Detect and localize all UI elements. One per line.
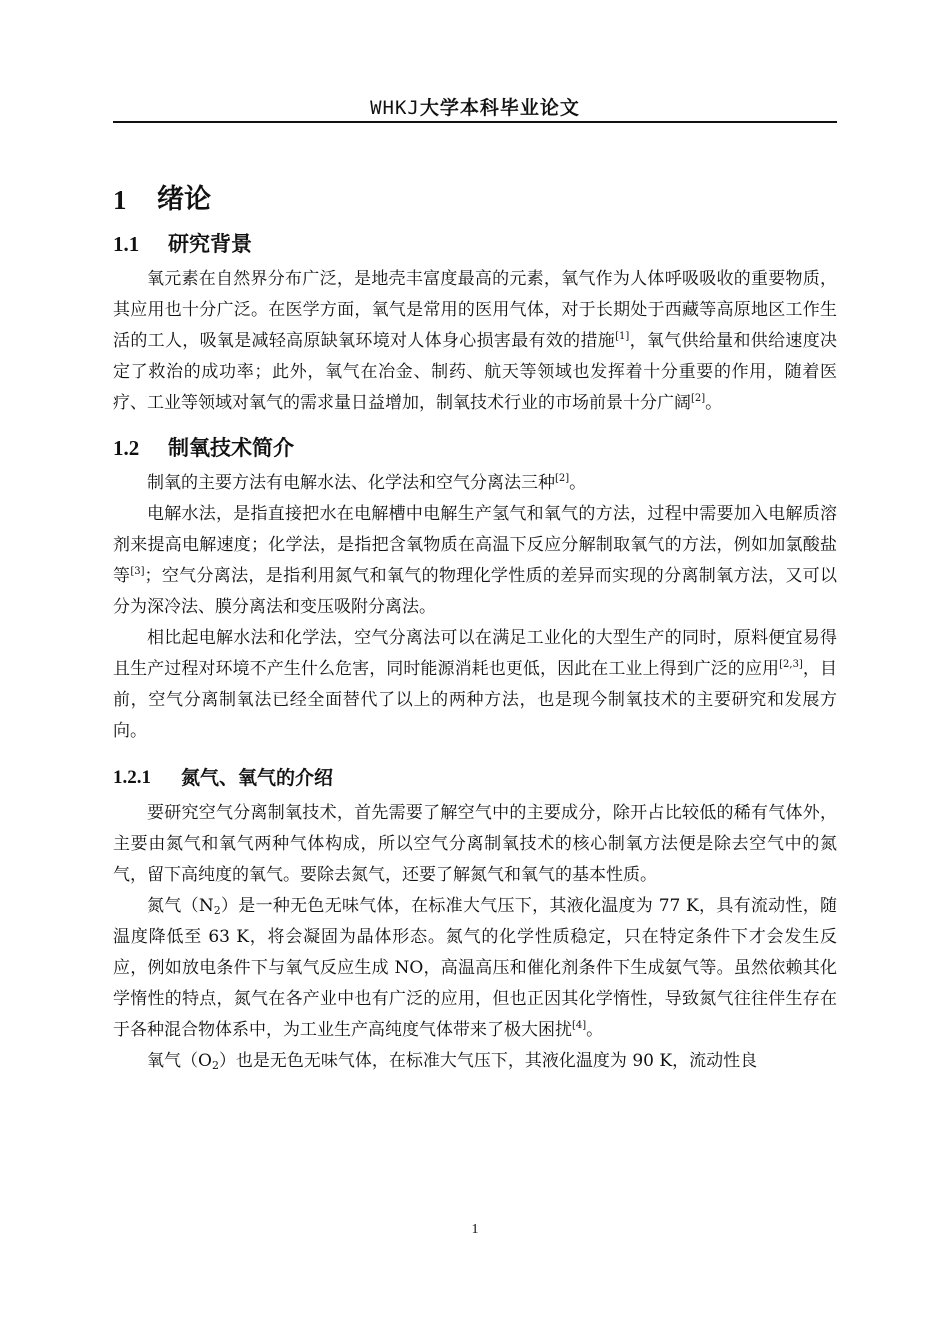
subsection-heading-1-2-1: [113, 758, 837, 798]
section-title: 研究背景: [168, 232, 252, 256]
section-heading-1-2: [113, 428, 837, 468]
paragraph-text: ）也是无色无味气体，在标准大气压下，其液化温度为 90 K，流动性良: [218, 1051, 758, 1071]
section-heading-1-1: [113, 224, 837, 264]
paragraph-text: ，氧气供给量和供给速度决定了救治的成功率；此外，氧气在冶金、制药、航天等领域也发挥着十分重要的作用，随着医疗、工业等领域对氧气的需求量日益增加，制氧技术行业的市场前景十分广阔: [113, 331, 838, 413]
paragraph-text: ，目前，空气分离制氧法已经全面替代了以上的两种方法，也是现今制氧技术的主要研究和发展方向。: [113, 659, 838, 741]
paragraph-text: 电解水法，是指直接把水在电解槽中电解生产氢气和氧气的方法，过程中需要加入电解质溶剂来提高电解速度；化学法，是指把含氧物质在高温下反应分解制取氧气的方法，例如加氯酸盐等: [113, 504, 837, 586]
subsection-number: 1.2.1: [113, 767, 151, 788]
subscript: 2: [213, 904, 221, 917]
citation: [1]: [615, 331, 630, 342]
chapter-number: 1: [113, 185, 127, 215]
paragraph-text: 制氧的主要方法有电解水法、化学法和空气分离法三种: [147, 473, 555, 493]
paragraph-text: 氧气（O: [147, 1051, 212, 1071]
chapter-title: 绪论: [157, 184, 211, 215]
paragraph-text: 相比起电解水法和化学法，空气分离法可以在满足工业化的大型生产的同时，原料便宜易得且生产过程对环境不产生什么危害，同时能源消耗也更低，因此在工业上得到广泛的应用: [113, 628, 837, 679]
paragraph-air-separation: [113, 623, 837, 747]
page-number: 1: [471, 1222, 479, 1237]
citation: [2,3]: [779, 659, 803, 670]
page-body: [113, 176, 837, 1077]
paragraph-text: ）是一种无色无味气体，在标准大气压下，其液化温度为 77 K，具有流动性，随温度降低至 63 K，将会凝固为晶体形态。氮气的化学性质稳定，只在特定条件下才会发生反应，例如放电条件下与氧气反应生成 NO，高温高压和催化剂条件下生成氨气等。虽然依赖其化学惰性的特点，氮气在各产业中也有广泛的应用，但也正因其化学惰性，导致氮气往往伴生存在于各种混合物体系中，为工业生产高纯度气体带来了极大困扰: [113, 896, 838, 1040]
header-title: 大学本科毕业论文: [419, 97, 580, 119]
header-school-code: WHKJ: [370, 97, 420, 119]
paragraph-text: ；空气分离法，是指利用氮气和氧气的物理化学性质的差异而实现的分离制氧方法，又可以分为深冷法、膜分离法和变压吸附分离法。: [113, 566, 838, 617]
section-number: 1.1: [113, 232, 140, 256]
subsection-title: 氮气、氧气的介绍: [181, 767, 334, 789]
citation: [2]: [691, 393, 706, 404]
paragraph-text: 。: [705, 393, 723, 413]
paragraph-methods-intro: [113, 468, 837, 499]
chapter-heading: [113, 176, 837, 224]
paragraph-text: 氮气（N: [147, 896, 214, 916]
paragraph-text: 。: [586, 1020, 604, 1040]
citation: [4]: [572, 1020, 587, 1031]
paragraph-text: 氧元素在自然界分布广泛，是地壳丰富度最高的元素，氧气作为人体呼吸吸收的重要物质，其应用也十分广泛。在医学方面，氧气是常用的医用气体，对于长期处于西藏等高原地区工作生活的工人，吸氧是减轻高原缺氧环境对人体身心损害最有效的措施: [113, 269, 837, 351]
paragraph-methods-detail: [113, 499, 837, 623]
citation: [2]: [555, 473, 570, 484]
header-rule: [113, 121, 837, 123]
running-header: [113, 93, 837, 120]
section-title: 制氧技术简介: [168, 436, 294, 460]
paragraph-text: 。: [569, 473, 587, 493]
subscript: 2: [211, 1059, 219, 1072]
paragraph-oxygen: [113, 1046, 837, 1077]
paragraph-research-background: [113, 264, 837, 419]
paragraph-nitrogen: [113, 891, 837, 1046]
section-number: 1.2: [113, 436, 140, 460]
citation: [3]: [130, 566, 145, 577]
paragraph-air-composition: 要研究空气分离制氧技术，首先需要了解空气中的主要成分，除开占比较低的稀有气体外，主要由氮气和氧气两种气体构成，所以空气分离制氧技术的核心制氧方法便是除去空气中的氮气，留下高纯度的氧气。要除去氮气，还要了解氮气和氧气的基本性质。: [113, 803, 837, 885]
